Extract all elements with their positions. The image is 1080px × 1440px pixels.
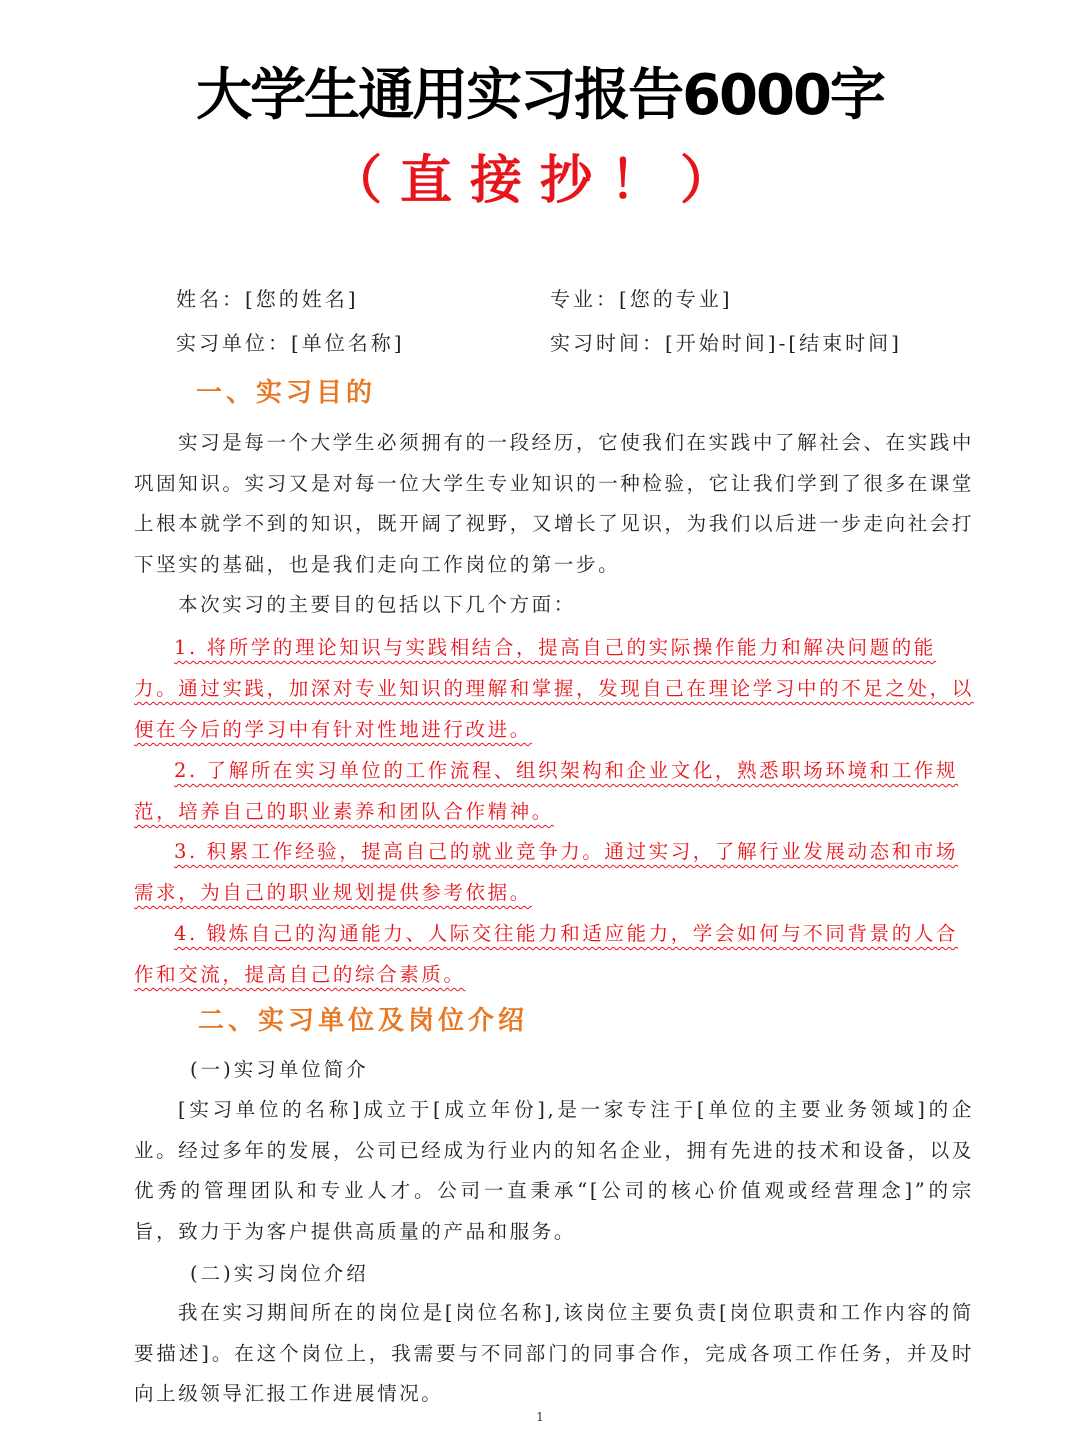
section1-heading: 一、实习目的: [196, 378, 377, 408]
subsection-position-intro: (二)实习岗位介绍: [190, 1262, 369, 1285]
goal-item-3: 3. 积累工作经验，提高自己的就业竞争力。通过实习，了解行业发展动态和市场需求，为自己的职业规划提供参考依据。: [134, 840, 959, 904]
position-intro-paragraph: 我在实习期间所在的岗位是[岗位名称],该岗位主要负责[岗位职责和工作内容的简要描述]。在这个岗位上，我需要与不同部门的同事合作，完成各项工作任务，并及时向上级领导汇报工作进展情况。: [134, 1301, 974, 1405]
document-title: 大学生通用实习报告6000字: [196, 63, 884, 128]
unit-intro-paragraph: [实习单位的名称]成立于[成立年份],是一家专注于[单位的主要业务领域]的企业。经过多年的发展，公司已经成为行业内的知名企业，拥有先进的技术和设备，以及优秀的管理团队和专业人才。公司一直秉承“[公司的核心价值观或经营理念]”的宗旨，致力于为客户提供高质量的产品和服务。: [134, 1098, 974, 1243]
section1-intro: 本次实习的主要目的包括以下几个方面：: [178, 593, 576, 616]
goal-item-2: 2. 了解所在实习单位的工作流程、组织架构和企业文化，熟悉职场环境和工作规范，培养自己的职业素养和团队合作精神。: [134, 759, 959, 823]
subsection-unit-intro: (一)实习单位简介: [190, 1058, 369, 1081]
info-major: 专业：[您的专业]: [550, 287, 733, 311]
info-period: 实习时间：[开始时间]-[结束时间]: [550, 331, 902, 355]
info-unit: 实习单位：[单位名称]: [176, 331, 405, 355]
goal-item-4: 4. 锻炼自己的沟通能力、人际交往能力和适应能力，学会如何与不同背景的人合作和交流，提高自己的综合素质。: [134, 922, 959, 986]
goal-item-1: 1. 将所学的理论知识与实践相结合，提高自己的实际操作能力和解决问题的能力。通过实践，加深对专业知识的理解和掌握，发现自己在理论学习中的不足之处，以便在今后的学习中有针对性地进行改进。: [134, 636, 974, 741]
info-name: 姓名：[您的姓名]: [176, 287, 359, 311]
section2-heading: 二、实习单位及岗位介绍: [198, 1006, 529, 1036]
page-number: 1: [536, 1410, 544, 1424]
section1-paragraph: 实习是每一个大学生必须拥有的一段经历，它使我们在实践中了解社会、在实践中巩固知识。实习又是对每一位大学生专业知识的一种检验，它让我们学到了很多在课堂上根本就学不到的知识，既开阔了视野，又增长了见识，为我们以后进一步走向社会打下坚实的基础，也是我们走向工作岗位的第一步。: [134, 431, 974, 576]
document-subtitle: （直接抄！）: [329, 151, 750, 211]
